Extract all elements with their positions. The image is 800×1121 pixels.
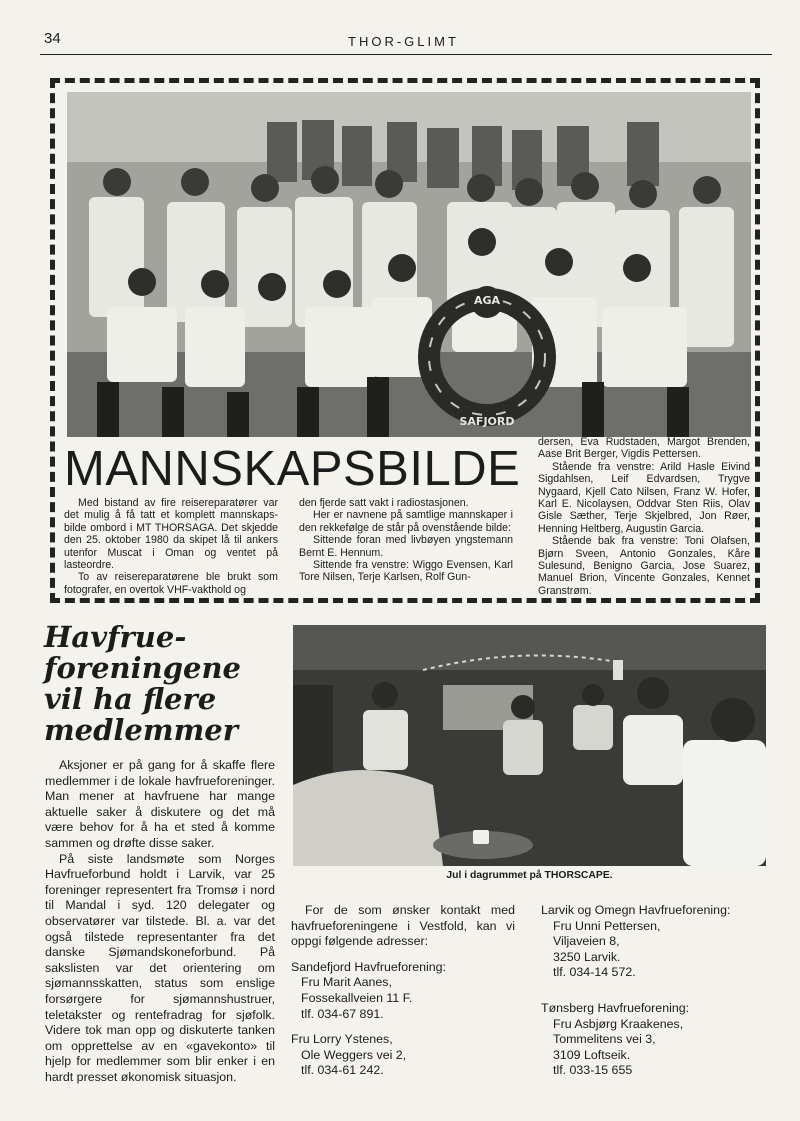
crew-caption-paragraph: Stående bak fra venstre: Toni Olafsen, Bjørn Sveen, Antonio Gonzales, Kåre Sulesund, Benigno Garcia, Jose Suarez, Manuel Brion, Vincente Gonzales, Kennet Granstrøm. bbox=[538, 535, 750, 597]
article-paragraph: Aksjoner er på gang for å skaffe flere medlemmer i de lokale havfrueforeninger. Man mener at havfruene har mange aktuelle saker å diskutere og det må være behov for å ha et sted å komme sammen og drøfte disse saker. bbox=[45, 758, 275, 850]
address-line: Fru Marit Aanes, bbox=[301, 975, 392, 990]
address-line: tlf. 033-15 655 bbox=[553, 1063, 633, 1078]
crew-photo bbox=[67, 92, 751, 437]
lifebuoy-label-bottom: SAFJORD bbox=[459, 415, 515, 428]
crew-photo-illustration bbox=[67, 92, 751, 437]
crew-caption-paragraph: Her er navnene på samtlige mannskaper i den rekkefølge de står på ovenstående bilde: bbox=[299, 509, 513, 534]
dayroom-photo bbox=[293, 625, 766, 866]
crew-caption-col-3 bbox=[538, 436, 750, 597]
headline-line: Havfrue- bbox=[44, 620, 187, 654]
address-line: Fru Lorry Ystenes, bbox=[291, 1032, 393, 1047]
page-number: 34 bbox=[44, 30, 61, 47]
address-line: 3250 Larvik. bbox=[553, 949, 621, 964]
address-line: Tommelitens vei 3, bbox=[553, 1032, 656, 1047]
address-heading: Larvik og Omegn Havfrueforening: bbox=[541, 903, 731, 917]
dayroom-photo-illustration bbox=[293, 625, 766, 866]
crew-caption-paragraph: Sittende foran med livbøyen yngstemann Bernt E. Hennum. bbox=[299, 534, 513, 559]
headline-line: medlemmer bbox=[44, 713, 238, 747]
lifebuoy-label-top: AGA bbox=[473, 294, 501, 307]
crew-caption-paragraph: To av reisereparatørene ble brukt som fotografer, en overtok VHF-vakthold og bbox=[64, 571, 278, 596]
crew-caption-col-1 bbox=[64, 497, 278, 596]
article-headline bbox=[44, 622, 284, 746]
address-line: tlf. 034-67 891. bbox=[301, 1006, 384, 1021]
crew-caption-paragraph: den fjerde satt vakt i radiostasjonen. bbox=[299, 497, 469, 509]
header-rule bbox=[40, 54, 772, 55]
address-heading: Tønsberg Havfrueforening: bbox=[541, 1000, 690, 1015]
article-paragraph: På siste landsmøte som Norges Havfrueforbund holdt i Larvik, var 25 foreninger representert fra Tromsø i nord til Mandal i syd. 120 delegater og observatører var tilstede. Bl. a. var det også tilstede representanter fra det danske Sjømandskoneforbund. På sakslisten var det orientering om sjømannsskatten, status som enslige forsørgere for sjømannshustruer, teletakster og rentefradrag for sjøfolk. Videre tok man opp og diskuterte tanken om opprettelse av en «gavekonto» til hjelp for medlemmer som blir enker i en hardt presset økonomisk situasjon. bbox=[45, 851, 275, 1084]
crew-caption-col-2 bbox=[299, 497, 513, 584]
address-line: Ole Weggers vei 2, bbox=[301, 1047, 407, 1062]
address-heading: Sandefjord Havfrueforening: bbox=[291, 959, 446, 974]
address-line: Viljaveien 8, bbox=[553, 934, 620, 949]
dayroom-photo-caption: Jul i dagrummet på THORSCAPE. bbox=[446, 870, 613, 881]
article-col-2 bbox=[291, 903, 515, 1079]
running-title: THOR-GLIMT bbox=[348, 34, 459, 49]
address-line: Fru Asbjørg Kraakenes, bbox=[553, 1016, 684, 1031]
headline-line: foreningene bbox=[44, 651, 241, 685]
headline-line: vil ha flere bbox=[44, 682, 217, 716]
crew-headline: MANNSKAPSBILDE bbox=[64, 442, 521, 496]
address-line: 3109 Loftseik. bbox=[553, 1047, 631, 1062]
address-line: tlf. 034-14 572. bbox=[553, 965, 636, 980]
crew-caption-paragraph: Sittende fra venstre: Wiggo Evensen, Karl Tore Nilsen, Terje Karlsen, Rolf Gun- bbox=[299, 559, 513, 584]
article-col-1 bbox=[45, 758, 275, 1085]
address-line: Fossekallveien 11 F. bbox=[301, 990, 413, 1005]
address-line: tlf. 034-61 242. bbox=[301, 1063, 384, 1078]
crew-caption-paragraph: dersen, Eva Rudstaden, Margot Brenden, Aase Brit Berger, Vigdis Pettersen. bbox=[538, 436, 750, 461]
address-line: Fru Unni Pettersen, bbox=[553, 918, 661, 933]
crew-caption-paragraph: Med bistand av fire reisereparatører var det mulig å få tatt et komplett mannskaps-bilde ombord i MT THORSAGA. Det skjedde den 25. oktober 1980 da skipet lå til ankers utenfor Muscat i Oman og ventet på lasteordre. bbox=[64, 497, 278, 572]
article-col-3 bbox=[541, 903, 751, 1079]
article-paragraph: For de som ønsker kontakt med havfrueforeningene i Vestfold, kan vi oppgi følgende adresser: bbox=[291, 903, 515, 949]
crew-caption-paragraph: Stående fra venstre: Arild Hasle Eivind Sigdahlsen, Leif Edvardsen, Trygve Nygaard, Kjell Cato Nilsen, Franz W. Hofer, Karl E. Nicolaysen, Oddvar Sten Riis, Olav Gisle Sæther, Terje Skjelbred, Jon Røer, Henning Heltberg, Augustin Garcia. bbox=[538, 460, 750, 535]
